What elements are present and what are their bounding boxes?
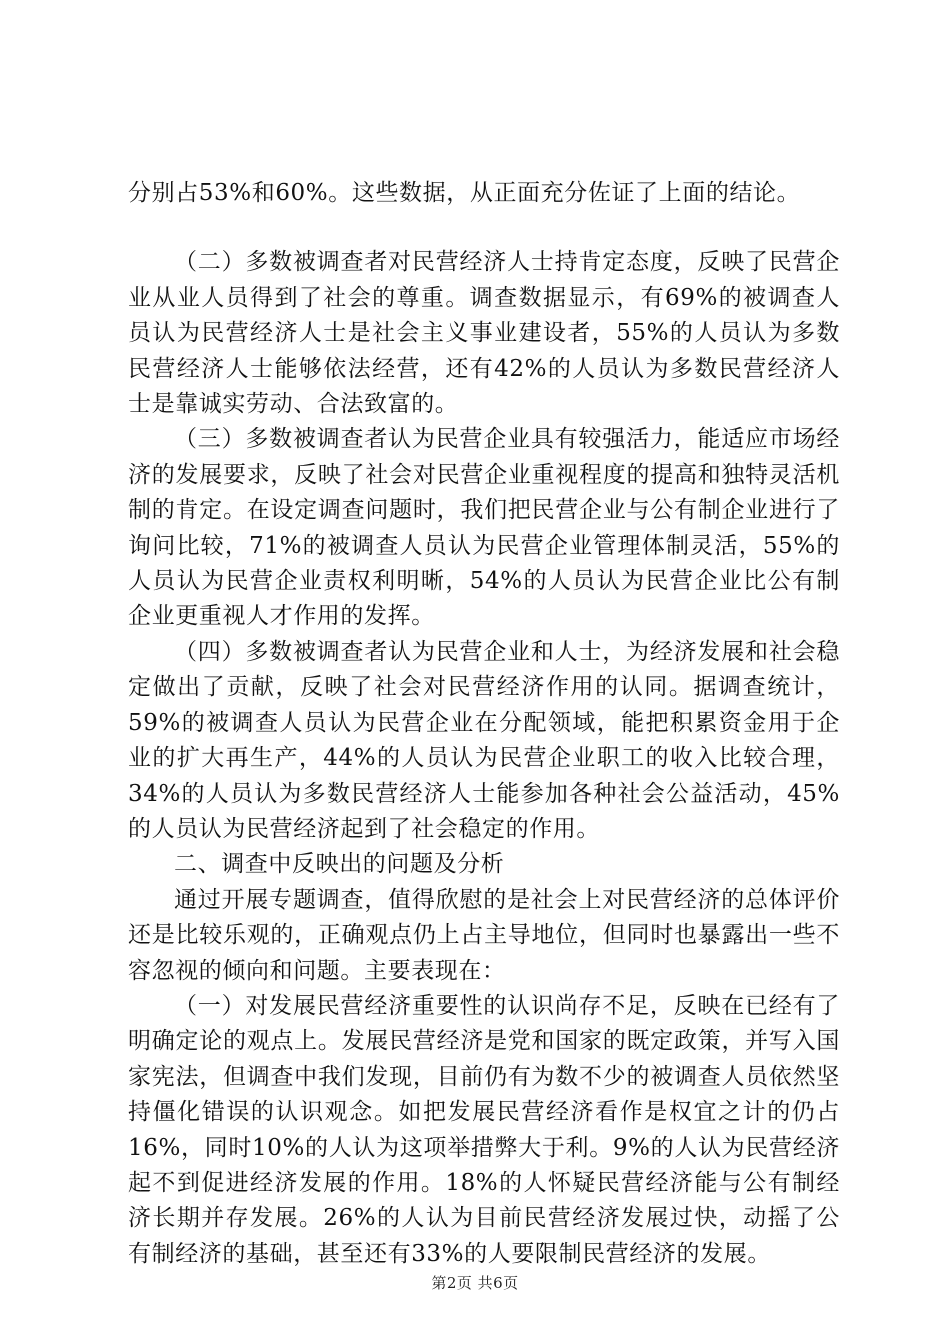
paragraph-continuation: 分别占53%和60%。这些数据，从正面充分佐证了上面的结论。 [128, 180, 801, 206]
paragraph-problem-1: （一）对发展民营经济重要性的认识尚存不足，反映在已经有了明确定论的观点上。发展民营经济是党和国家的既定政策，并写入国家宪法，但调查中我们发现，目前仍有为数不少的被调查人员依然坚持僵化错误的认识观念。如把发展民营经济看作是权宜之计的仍占16%，同时10%的人认为这项举措弊大于利。9%的人认为民营经济起不到促进经济发展的作用。18%的人怀疑民营经济能与公有制经济长期并存发展。26%的人认为目前民营经济发展过快，动摇了公有制经济的基础，甚至还有33%的人要限制民营经济的发展。 [128, 992, 840, 1267]
section-heading: 二、调查中反映出的问题及分析 [174, 851, 505, 878]
paragraph-section-4: （四）多数被调查者认为民营企业和人士，为经济发展和社会稳定做出了贡献，反映了社会对民营经济作用的认同。据调查统计，59%的被调查人员认为民营企业在分配领域，能把积累资金用于企业的扩大再生产，44%的人员认为民营企业职工的收入比较合理，34%的人员认为多数民营经济人士能参加各种社会公益活动，45%的人员认为民营经济起到了社会稳定的作用。 [128, 638, 840, 842]
paragraph-section-2: （二）多数被调查者对民营经济人士持肯定态度，反映了民营企业从业人员得到了社会的尊重。调查数据显示，有69%的被调查人员认为民营经济人士是社会主义事业建设者，55%的人员认为多数民营经济人士能够依法经营，还有42%的人员认为多数民营经济人士是靠诚实劳动、合法致富的。 [128, 249, 840, 418]
paragraph-intro: 通过开展专题调查，值得欣慰的是社会上对民营经济的总体评价还是比较乐观的，正确观点仍上占主导地位，但同时也暴露出一些不容忽视的倾向和问题。主要表现在： [128, 886, 840, 984]
paragraph-section-3: （三）多数被调查者认为民营企业具有较强活力，能适应市场经济的发展要求，反映了社会对民营企业重视程度的提高和独特灵活机制的肯定。在设定调查问题时，我们把民营企业与公有制企业进行了询问比较，71%的被调查人员认为民营企业管理体制灵活，55%的人员认为民营企业责权利明晰，54%的人员认为民营企业比公有制企业更重视人才作用的发挥。 [128, 426, 840, 630]
document-body [128, 176, 840, 1272]
page-footer: 第2页 共6页 [431, 1274, 519, 1292]
